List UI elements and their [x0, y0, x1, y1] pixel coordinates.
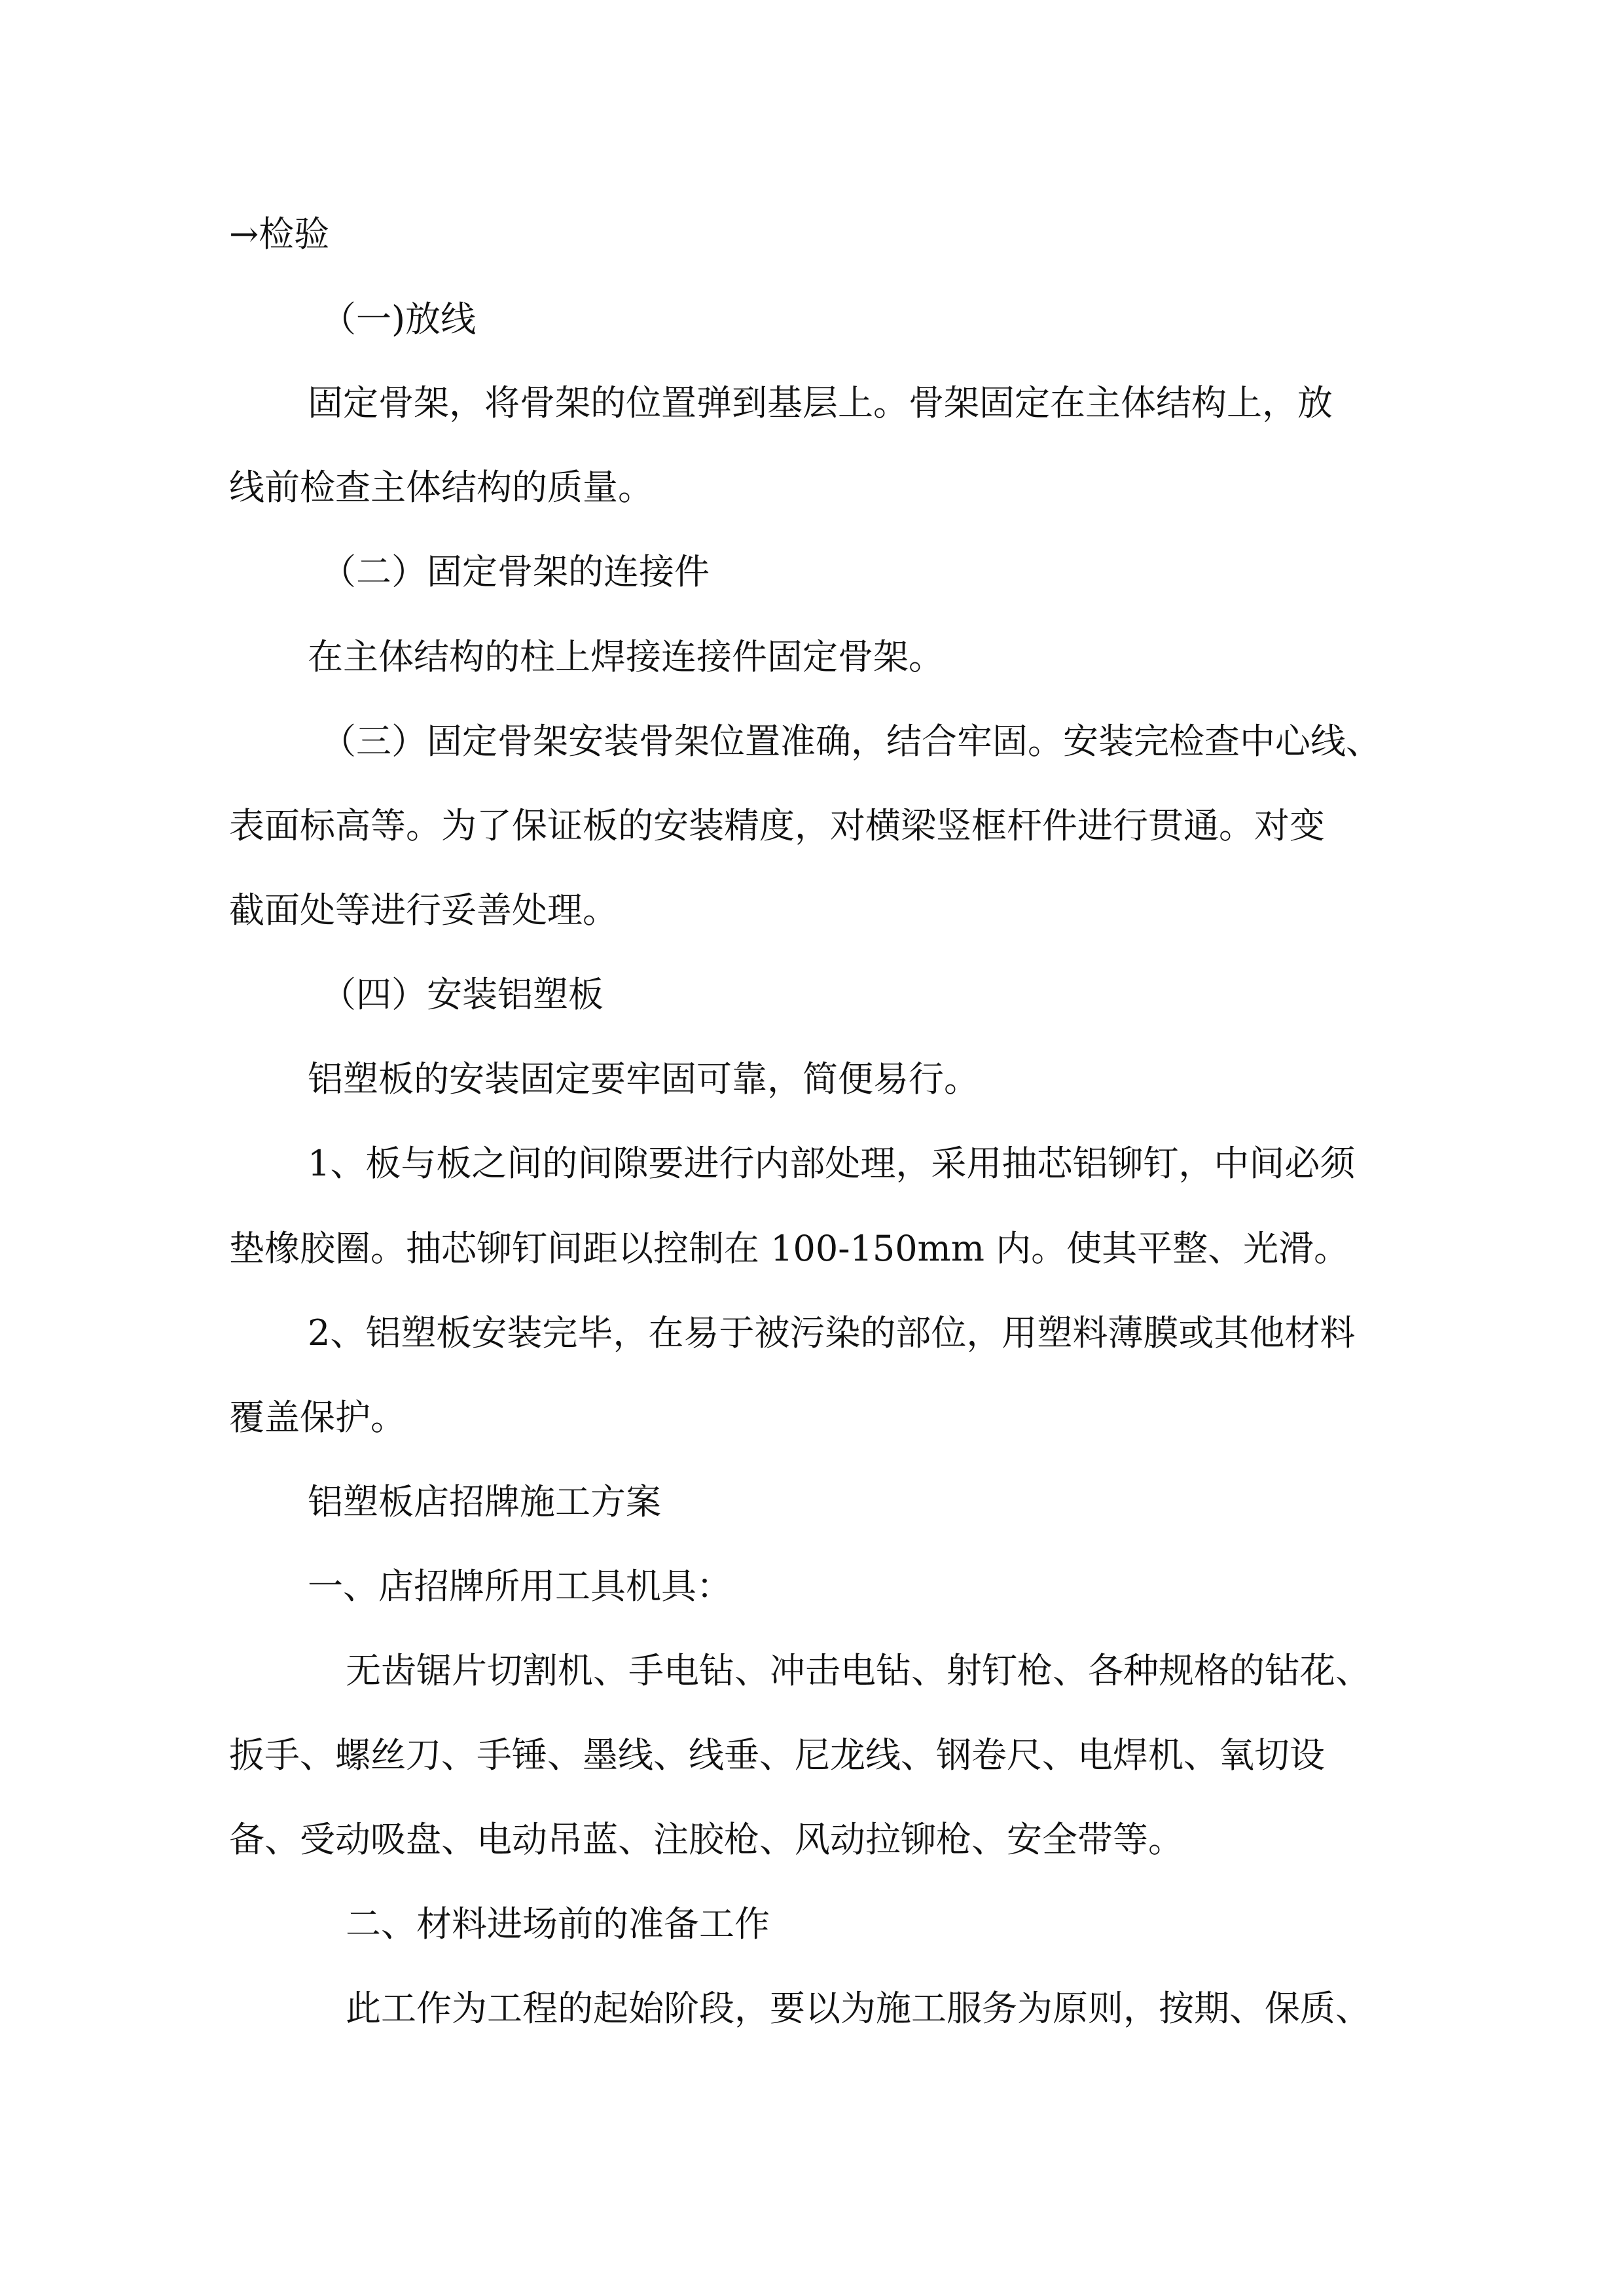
paragraph-line: 固定骨架，将骨架的位置弹到基层上。骨架固定在主体结构上，放: [308, 382, 1333, 423]
process-step-inspection: →检验: [229, 213, 330, 255]
paragraph-line: 备、受动吸盘、电动吊蓝、注胶枪、风动拉铆枪、安全带等。: [229, 1819, 1183, 1860]
paragraph-line: 截面处等进行妥善处理。: [229, 889, 618, 931]
paragraph-line: 无齿锯片切割机、手电钻、冲击电钻、射钉枪、各种规格的钻花、: [346, 1650, 1371, 1691]
paragraph-line: 垫橡胶圈。抽芯铆钉间距以控制在 100-150mm 内。使其平整、光滑。: [229, 1228, 1350, 1269]
section-heading-install-panels: （四）安装铝塑板: [321, 974, 604, 1015]
paragraph-line: 表面标高等。为了保证板的安装精度，对横梁竖框杆件进行贯通。对变: [229, 805, 1325, 846]
section-heading-connectors: （二）固定骨架的连接件: [321, 551, 710, 592]
list-item-1: 1、板与板之间的间隙要进行内部处理，采用抽芯铝铆钉，中间必须: [308, 1143, 1356, 1184]
paragraph-line: 覆盖保护。: [229, 1397, 406, 1438]
section-heading-tools: 一、店招牌所用工具机具：: [308, 1566, 732, 1607]
section-heading-materials: 二、材料进场前的准备工作: [346, 1903, 770, 1945]
paragraph-line: 扳手、螺丝刀、手锤、墨线、线垂、尼龙线、钢卷尺、电焊机、氧切设: [229, 1734, 1325, 1776]
paragraph-line: （三）固定骨架安装骨架位置准确，结合牢固。安装完检查中心线、: [321, 721, 1381, 762]
paragraph-line: 在主体结构的柱上焊接连接件固定骨架。: [308, 636, 944, 677]
paragraph-line: 铝塑板的安装固定要牢固可靠，简便易行。: [308, 1058, 979, 1100]
document-subtitle: 铝塑板店招牌施工方案: [308, 1481, 661, 1522]
paragraph-line: 此工作为工程的起始阶段，要以为施工服务为原则，按期、保质、: [346, 1988, 1371, 2029]
list-item-2: 2、铝塑板安装完毕，在易于被污染的部位，用塑料薄膜或其他材料: [308, 1312, 1356, 1354]
section-heading-layout: （一)放线: [321, 298, 477, 340]
paragraph-line: 线前检查主体结构的质量。: [229, 467, 653, 508]
